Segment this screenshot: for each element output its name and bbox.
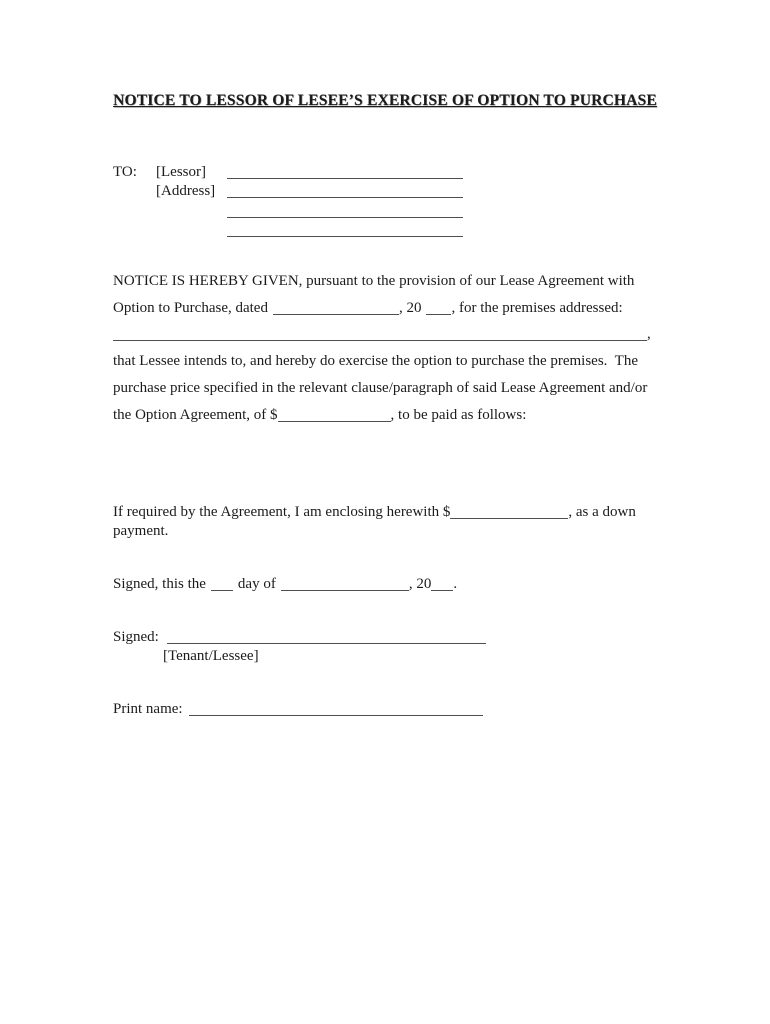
notice-text: , for the premises addressed: [451,299,623,316]
date-text: . [453,576,458,592]
lessor-label: [Lessor] [156,164,206,180]
address-label: [Address] [156,183,216,200]
recipient-address-row [113,182,463,201]
signature-line [113,628,486,647]
down-payment-blank [450,504,568,519]
signature-blank [167,629,486,644]
recipient-lessor-row [113,163,463,182]
signer-role-label: [Tenant/Lessee] [163,648,259,665]
month-blank [281,576,409,591]
notice-line-6 [113,402,673,429]
signature-block [113,628,486,667]
signed-label: Signed: [113,629,159,645]
purchase-price-blank [278,406,391,421]
notice-text: , [647,326,651,343]
address-blank-2 [227,202,463,217]
agreement-date-blank [273,299,399,314]
address-blank-1 [227,183,463,198]
notice-text: that Lessee intends to, and hereby do exercise the option to purchase the premises. The [113,353,638,370]
notice-line-4 [113,348,673,375]
date-text: day of [237,576,276,592]
premises-address-blank [113,326,647,341]
notice-line-2 [113,295,673,322]
lessor-name-blank [227,164,463,179]
print-name-blank [189,701,483,716]
day-blank [211,576,233,591]
enclosure-line-2: payment. [113,523,169,540]
signing-year-blank [431,576,453,591]
notice-text: , 20 [398,299,422,316]
enclosure-text: If required by the Agreement, I am enclosing herewith $ [113,504,451,520]
enclosure-line-1 [113,503,678,522]
recipient-address-row [113,221,463,240]
notice-text: , to be paid as follows: [390,406,527,423]
notice-line-5 [113,375,673,402]
enclosure-text: , as a down [568,504,636,520]
date-text: , 20 [408,576,432,592]
notice-text: NOTICE IS HEREBY GIVEN, pursuant to the provision of our Lease Agreement with [113,273,635,289]
print-name-label: Print name: [113,701,183,717]
print-name-block [113,700,483,719]
document-title: NOTICE TO LESSOR OF LESEE’S EXERCISE OF OPTION TO PURCHASE [113,92,657,109]
notice-text: purchase price specified in the relevant clause/paragraph of said Lease Agreement and/or [113,379,648,396]
notice-text: the Option Agreement, of $ [113,406,278,423]
notice-text: Option to Purchase, dated [113,299,268,316]
agreement-year-blank [426,299,451,314]
recipient-block [113,163,463,240]
signing-date-line [113,575,457,594]
notice-line-1 [113,268,673,295]
address-blank-3 [227,222,463,237]
recipient-address-row [113,202,463,221]
notice-line-3 [113,321,673,348]
notice-paragraph [113,268,673,428]
enclosure-paragraph [113,503,678,542]
date-text: Signed, this the [113,576,206,592]
to-label: TO: [113,164,137,180]
